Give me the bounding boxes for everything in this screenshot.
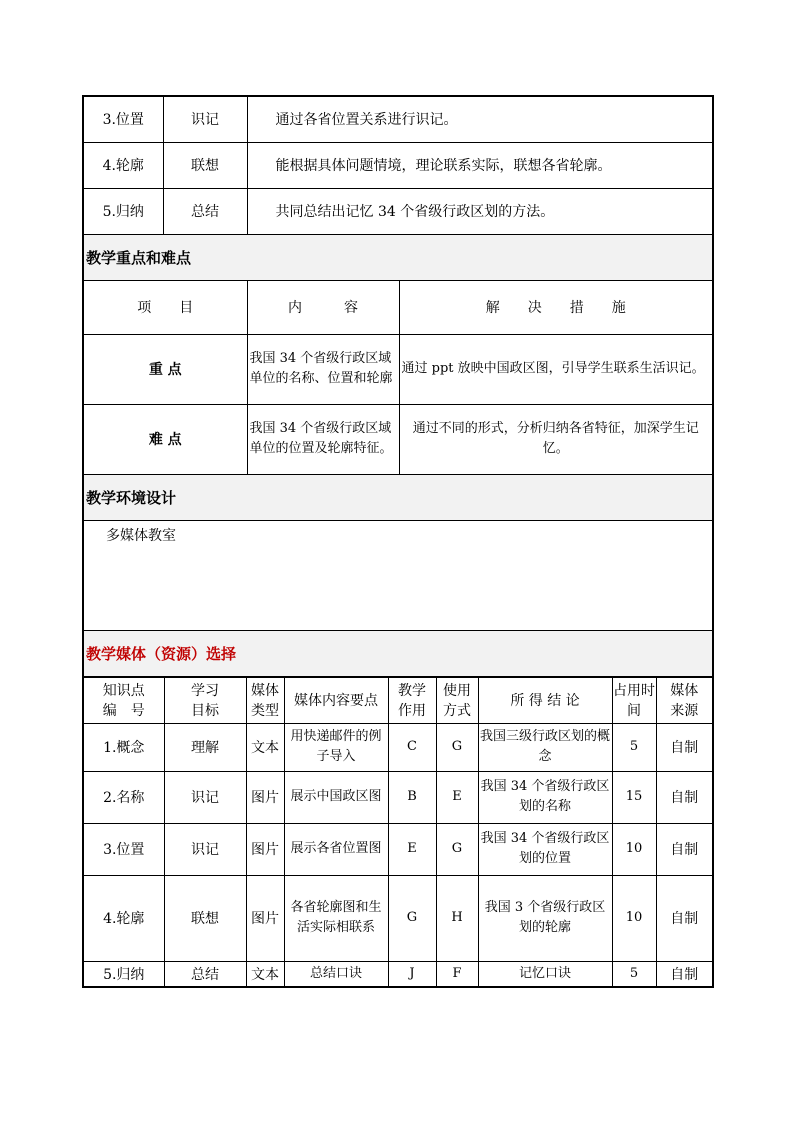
lesson-plan-page <box>82 95 712 988</box>
cell-usage: E <box>436 771 478 823</box>
header-media-content: 媒体内容要点 <box>284 677 388 723</box>
cell-source: 自制 <box>656 723 713 771</box>
cell-conclusion: 我国 3 个省级行政区划的轮廓 <box>478 875 612 961</box>
cell-type: 文本 <box>246 961 284 987</box>
cell-role: E <box>388 823 436 875</box>
objective-desc: 共同总结出记忆 34 个省级行政区划的方法。 <box>247 188 713 234</box>
table-row <box>83 771 713 823</box>
header-content: 内 容 <box>247 280 399 334</box>
header-usage: 使用方式 <box>436 677 478 723</box>
cell-role: J <box>388 961 436 987</box>
cell-usage: G <box>436 823 478 875</box>
cell-usage: G <box>436 723 478 771</box>
cell-content: 展示中国政区图 <box>284 771 388 823</box>
cell-goal: 总结 <box>164 961 246 987</box>
objective-item: 4.轮廓 <box>83 142 163 188</box>
cell-source: 自制 <box>656 961 713 987</box>
objective-item: 5.归纳 <box>83 188 163 234</box>
header-learning-goal: 学习目标 <box>164 677 246 723</box>
cell-knowledge-point: 3.位置 <box>83 823 164 875</box>
cell-source: 自制 <box>656 875 713 961</box>
difficulty-label: 难 点 <box>83 404 247 474</box>
table-row <box>83 96 713 142</box>
cell-conclusion: 记忆口诀 <box>478 961 612 987</box>
objective-level: 总结 <box>163 188 247 234</box>
key-point-label: 重 点 <box>83 334 247 404</box>
objective-level: 识记 <box>163 96 247 142</box>
media-header-row <box>83 677 713 723</box>
media-table <box>82 677 714 989</box>
cell-knowledge-point: 4.轮廓 <box>83 875 164 961</box>
media-heading: 教学媒体（资源）选择 <box>83 630 713 676</box>
cell-knowledge-point: 5.归纳 <box>83 961 164 987</box>
objective-item: 3.位置 <box>83 96 163 142</box>
key-point-content: 我国 34 个省级行政区域单位的名称、位置和轮廓 <box>247 334 399 404</box>
cell-goal: 识记 <box>164 771 246 823</box>
cell-goal: 理解 <box>164 723 246 771</box>
cell-role: C <box>388 723 436 771</box>
cell-content: 各省轮廓图和生活实际相联系 <box>284 875 388 961</box>
cell-time: 10 <box>612 875 656 961</box>
objectives-table <box>82 95 714 677</box>
cell-type: 图片 <box>246 771 284 823</box>
cell-time: 10 <box>612 823 656 875</box>
cell-conclusion: 我国 34 个省级行政区划的位置 <box>478 823 612 875</box>
cell-usage: H <box>436 875 478 961</box>
header-knowledge-point: 知识点编 号 <box>83 677 164 723</box>
cell-type: 文本 <box>246 723 284 771</box>
difficulty-measure: 通过不同的形式，分析归纳各省特征，加深学生记忆。 <box>399 404 713 474</box>
table-row <box>83 823 713 875</box>
difficulty-content: 我国 34 个省级行政区域单位的位置及轮廓特征。 <box>247 404 399 474</box>
cell-conclusion: 我国三级行政区划的概念 <box>478 723 612 771</box>
cell-time: 15 <box>612 771 656 823</box>
header-time: 占用时间 <box>612 677 656 723</box>
cell-time: 5 <box>612 723 656 771</box>
objective-desc: 能根据具体问题情境，理论联系实际，联想各省轮廓。 <box>247 142 713 188</box>
header-teaching-role: 教学作用 <box>388 677 436 723</box>
cell-time: 5 <box>612 961 656 987</box>
environment-content: 多媒体教室 <box>83 520 713 630</box>
table-row <box>83 188 713 234</box>
table-row <box>83 961 713 987</box>
cell-source: 自制 <box>656 823 713 875</box>
objective-level: 联想 <box>163 142 247 188</box>
cell-type: 图片 <box>246 823 284 875</box>
key-points-heading: 教学重点和难点 <box>83 234 713 280</box>
cell-knowledge-point: 2.名称 <box>83 771 164 823</box>
cell-goal: 识记 <box>164 823 246 875</box>
header-measure: 解 决 措 施 <box>399 280 713 334</box>
environment-heading: 教学环境设计 <box>83 474 713 520</box>
cell-conclusion: 我国 34 个省级行政区划的名称 <box>478 771 612 823</box>
cell-knowledge-point: 1.概念 <box>83 723 164 771</box>
cell-content: 总结口诀 <box>284 961 388 987</box>
table-row <box>83 875 713 961</box>
header-conclusion: 所 得 结 论 <box>478 677 612 723</box>
objective-desc: 通过各省位置关系进行识记。 <box>247 96 713 142</box>
table-row <box>83 334 713 404</box>
table-row <box>83 404 713 474</box>
cell-role: G <box>388 875 436 961</box>
header-source: 媒体来源 <box>656 677 713 723</box>
cell-usage: F <box>436 961 478 987</box>
cell-source: 自制 <box>656 771 713 823</box>
cell-content: 展示各省位置图 <box>284 823 388 875</box>
header-media-type: 媒体类型 <box>246 677 284 723</box>
cell-type: 图片 <box>246 875 284 961</box>
key-points-header-row <box>83 280 713 334</box>
cell-role: B <box>388 771 436 823</box>
key-point-measure: 通过 ppt 放映中国政区图，引导学生联系生活识记。 <box>399 334 713 404</box>
table-row <box>83 723 713 771</box>
cell-goal: 联想 <box>164 875 246 961</box>
cell-content: 用快递邮件的例子导入 <box>284 723 388 771</box>
header-item: 项 目 <box>83 280 247 334</box>
table-row <box>83 142 713 188</box>
